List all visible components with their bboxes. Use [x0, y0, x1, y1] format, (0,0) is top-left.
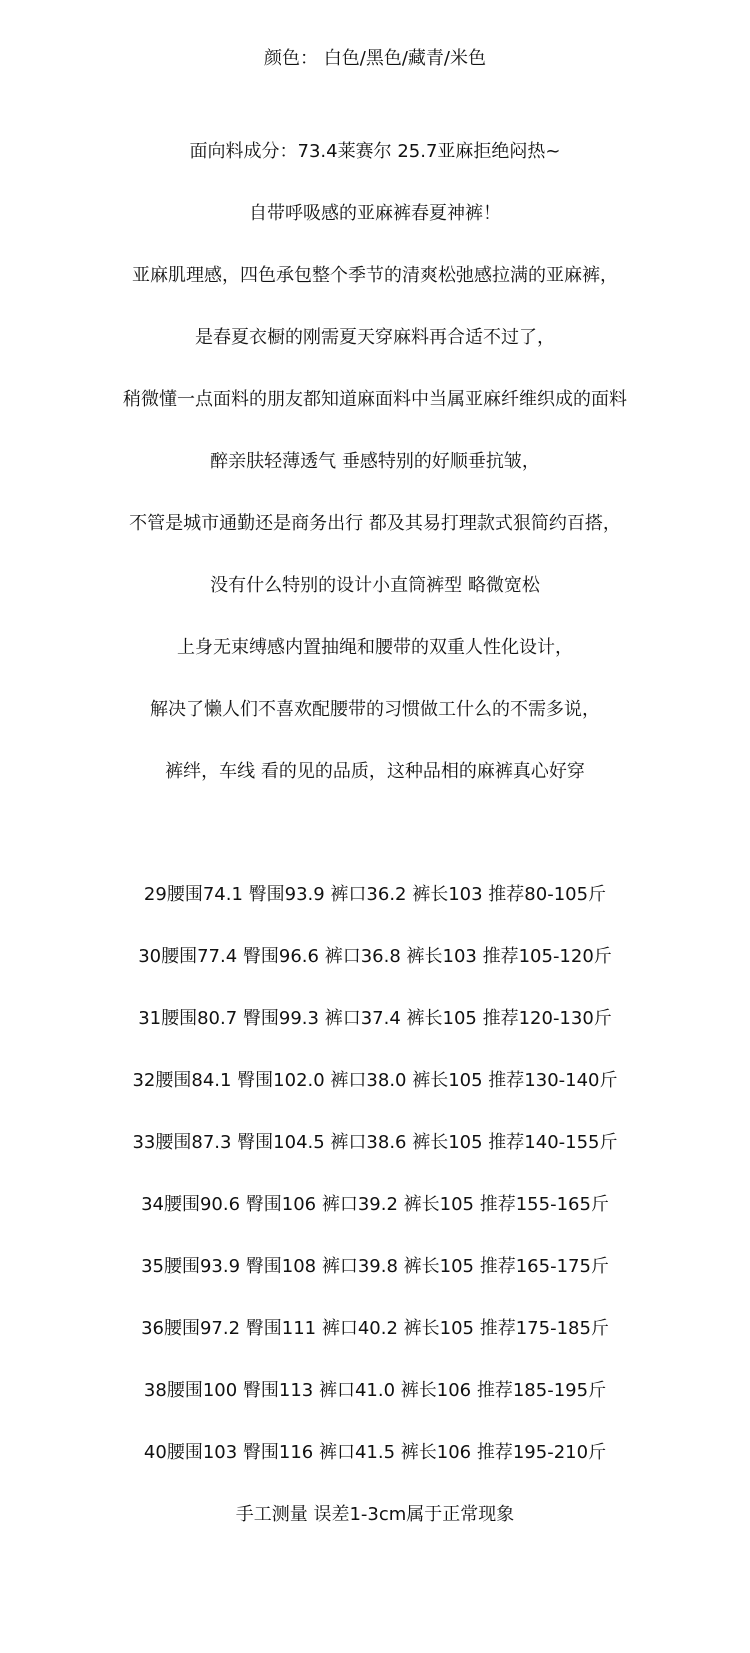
size-row: 40腰围103 臀围116 裤口41.5 裤长106 推荐195-210斤 — [143, 1442, 607, 1463]
description-line: 裤绊，车线 看的见的品质，这种品相的麻裤真心好穿 — [165, 761, 585, 782]
color-options: 颜色： 白色/黑色/藏青/米色 — [264, 48, 486, 69]
size-row: 32腰围84.1 臀围102.0 裤口38.0 裤长105 推荐130-140斤 — [132, 1070, 618, 1091]
description-line: 稍微懂一点面料的朋友都知道麻面料中当属亚麻纤维织成的面料 — [123, 389, 627, 410]
description-line: 解决了懒人们不喜欢配腰带的习惯做工什么的不需多说， — [150, 699, 600, 720]
size-row: 33腰围87.3 臀围104.5 裤口38.6 裤长105 推荐140-155斤 — [132, 1132, 618, 1153]
description-line: 没有什么特别的设计小直筒裤型 略微宽松 — [210, 575, 540, 596]
size-row: 31腰围80.7 臀围99.3 裤口37.4 裤长105 推荐120-130斤 — [138, 1008, 612, 1029]
description-line: 自带呼吸感的亚麻裤春夏神裤！ — [249, 203, 501, 224]
description-line: 亚麻肌理感，四色承包整个季节的清爽松弛感拉满的亚麻裤， — [132, 265, 618, 286]
size-row: 38腰围100 臀围113 裤口41.0 裤长106 推荐185-195斤 — [143, 1380, 607, 1401]
size-row: 35腰围93.9 臀围108 裤口39.8 裤长105 推荐165-175斤 — [141, 1256, 609, 1277]
description-line: 上身无束缚感内置抽绳和腰带的双重人性化设计， — [177, 637, 573, 658]
description-line: 是春夏衣橱的刚需夏天穿麻料再合适不过了， — [195, 327, 555, 348]
measurement-note: 手工测量 误差1-3cm属于正常现象 — [235, 1504, 515, 1525]
description-line-fabric: 面向料成分：73.4莱赛尔 25.7亚麻拒绝闷热~ — [189, 141, 561, 162]
size-row: 34腰围90.6 臀围106 裤口39.2 裤长105 推荐155-165斤 — [141, 1194, 609, 1215]
description-line: 醉亲肤轻薄透气 垂感特别的好顺垂抗皱， — [210, 451, 540, 472]
size-row: 30腰围77.4 臀围96.6 裤口36.8 裤长103 推荐105-120斤 — [138, 946, 612, 967]
size-row: 36腰围97.2 臀围111 裤口40.2 裤长105 推荐175-185斤 — [141, 1318, 609, 1339]
description-line: 不管是城市通勤还是商务出行 都及其易打理款式狠简约百搭， — [129, 513, 621, 534]
size-row: 29腰围74.1 臀围93.9 裤口36.2 裤长103 推荐80-105斤 — [143, 884, 607, 905]
